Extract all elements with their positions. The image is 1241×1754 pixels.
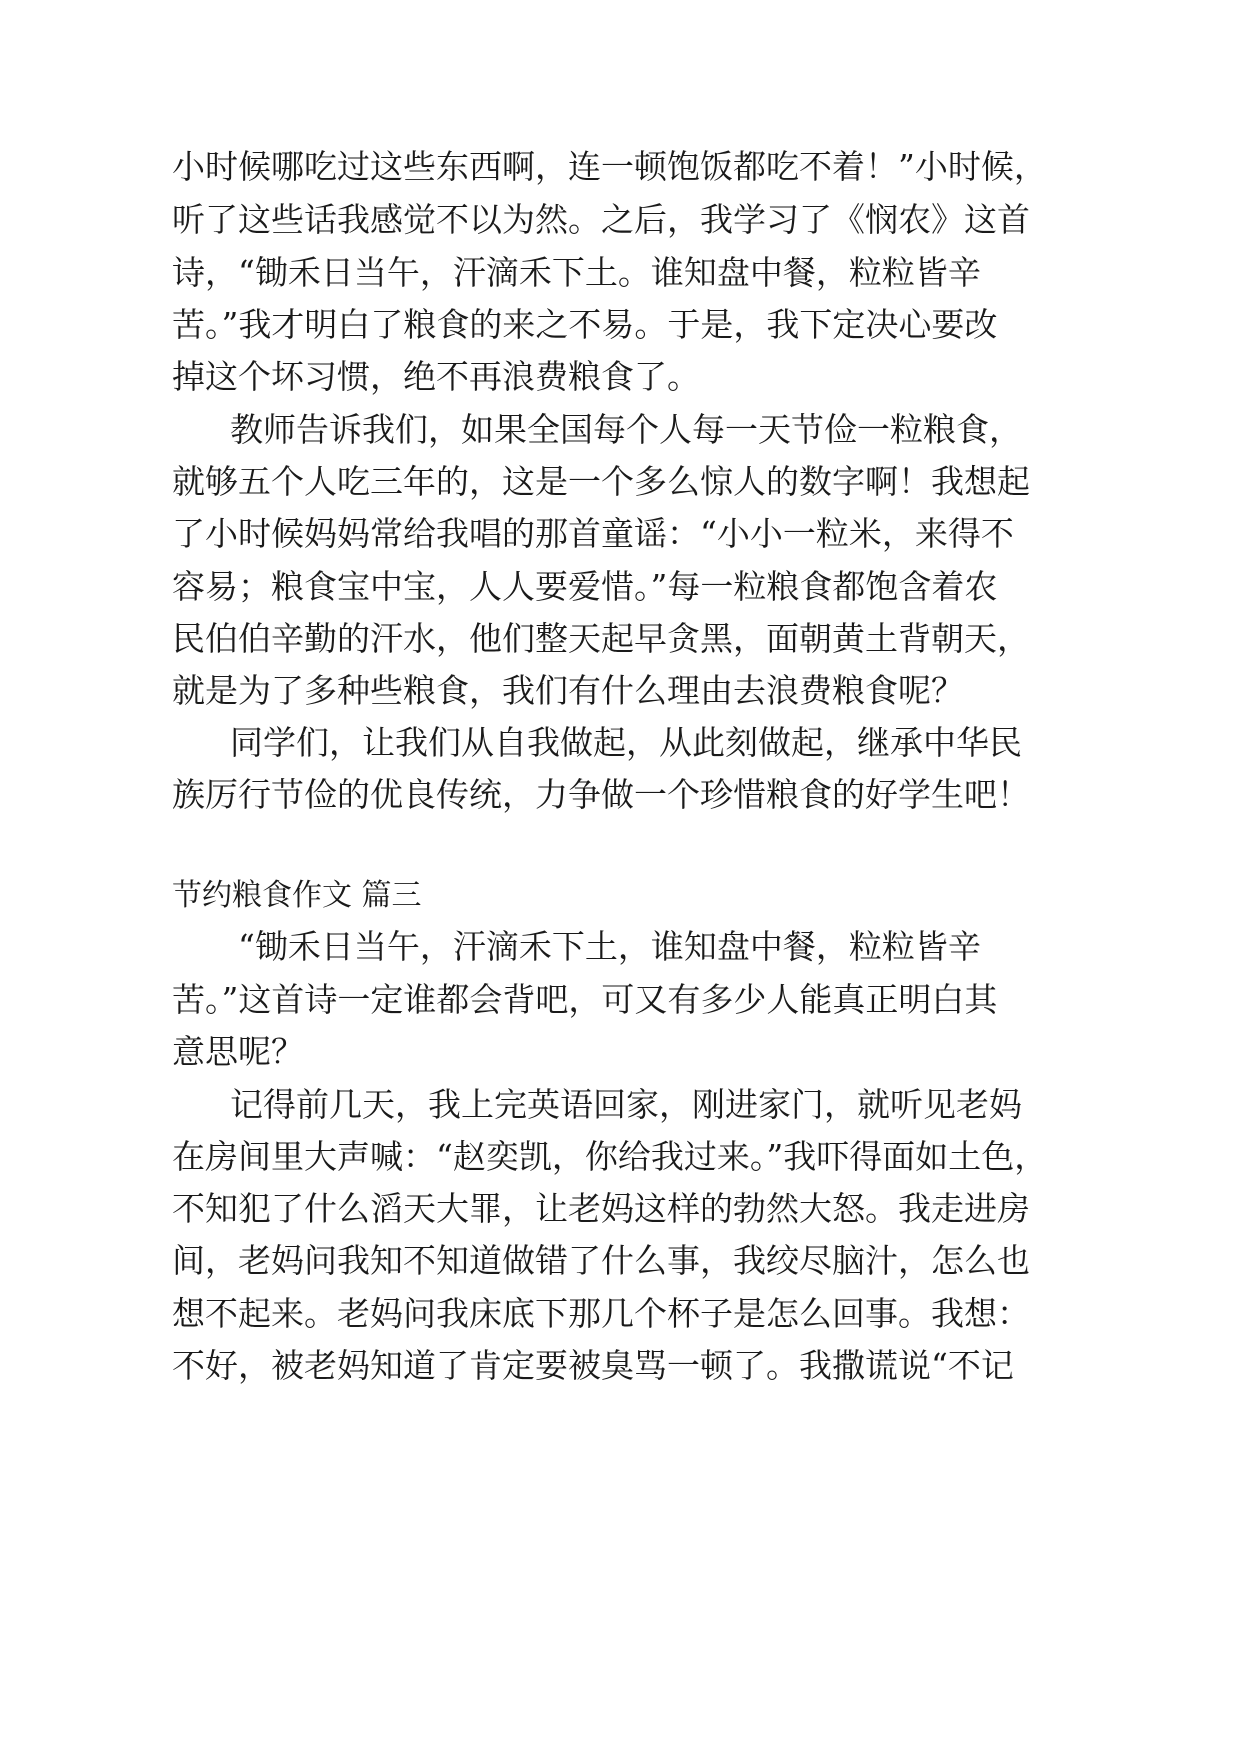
text-line: 就是为了多种些粮食，我们有什么理由去浪费粮食呢？ [172, 671, 964, 710]
text-line: 记得前几天，我上完英语回家，刚进家门，就听见老妈 [230, 1085, 1022, 1124]
text-line: 在房间里大声喊：“赵奕凯，你给我过来。”我吓得面如土色， [172, 1137, 1048, 1176]
text-line: 想不起来。老妈问我床底下那几个杯子是怎么回事。我想： [172, 1294, 1030, 1333]
text-line: 掉这个坏习惯，绝不再浪费粮食了。 [172, 357, 700, 396]
text-line: “锄禾日当午，汗滴禾下土，谁知盘中餐，粒粒皆辛 [238, 927, 981, 966]
text-line: 同学们，让我们从自我做起，从此刻做起，继承中华民 [230, 723, 1022, 762]
text-line: 意思呢？ [172, 1032, 304, 1071]
text-line: 族厉行节俭的优良传统，力争做一个珍惜粮食的好学生吧！ [172, 775, 1030, 814]
text-line: 诗，“锄禾日当午，汗滴禾下土。谁知盘中餐，粒粒皆辛 [172, 253, 981, 292]
section-heading: 节约粮食作文 篇三 [172, 878, 422, 913]
text-line: 间，老妈问我知不知道做错了什么事，我绞尽脑汁，怎么也 [172, 1241, 1030, 1280]
text-line: 了小时候妈妈常给我唱的那首童谣：“小小一粒米，来得不 [172, 514, 1014, 553]
text-line: 苦。”我才明白了粮食的来之不易。于是，我下定决心要改 [172, 305, 998, 344]
text-line: 不好，被老妈知道了肯定要被臭骂一顿了。我撒谎说“不记 [172, 1346, 1014, 1385]
text-line: 不知犯了什么滔天大罪，让老妈这样的勃然大怒。我走进房 [172, 1189, 1030, 1228]
text-line: 教师告诉我们，如果全国每个人每一天节俭一粒粮食， [230, 410, 1022, 449]
text-line: 民伯伯辛勤的汗水，他们整天起早贪黑，面朝黄土背朝天， [172, 619, 1030, 658]
text-line: 容易；粮食宝中宝，人人要爱惜。”每一粒粮食都饱含着农 [172, 567, 998, 606]
text-line: 小时候哪吃过这些东西啊，连一顿饱饭都吃不着！”小时候， [172, 147, 1047, 186]
text-line: 听了这些话我感觉不以为然。之后，我学习了《悯农》这首 [172, 200, 1030, 239]
text-line: 就够五个人吃三年的，这是一个多么惊人的数字啊！我想起 [172, 462, 1030, 501]
text-line: 苦。”这首诗一定谁都会背吧，可又有多少人能真正明白其 [172, 980, 998, 1019]
